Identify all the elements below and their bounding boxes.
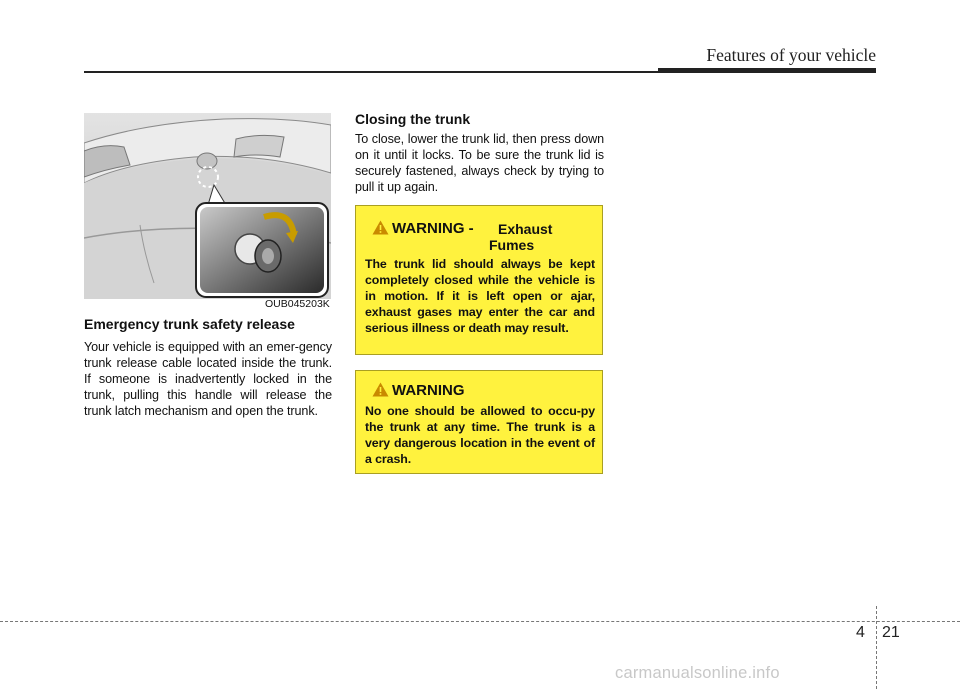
warning-triangle-icon bbox=[372, 382, 389, 397]
warning-title: WARNING - bbox=[392, 220, 474, 237]
footer-rule bbox=[0, 621, 960, 622]
header-rule bbox=[84, 71, 660, 73]
footer-divider bbox=[876, 606, 877, 689]
section-body-closing: To close, lower the trunk lid, then press down on it until it locks. To be sure the trunk lid is securely fastened, always check by trying to pull it up again. bbox=[355, 132, 604, 194]
warning-subtitle-line1: Exhaust bbox=[498, 221, 553, 237]
warning-triangle-icon bbox=[372, 220, 389, 235]
warning-box-occupant bbox=[355, 370, 603, 474]
figure-caption: OUB045203K bbox=[265, 298, 330, 310]
warning-title: WARNING bbox=[392, 382, 465, 399]
car-trunk-drawing bbox=[84, 113, 331, 299]
warning-box-exhaust bbox=[355, 205, 603, 355]
warning-text: The trunk lid should always be kept completely closed while the vehicle is in motion. If it is left open or ajar, exhaust gases may enter the car and serious illness or death may result. bbox=[365, 257, 595, 335]
watermark: carmanualsonline.info bbox=[615, 664, 780, 682]
page-number: 21 bbox=[882, 624, 900, 641]
chapter-number: 4 bbox=[856, 624, 865, 641]
warning-subtitle-line2: Fumes bbox=[489, 237, 535, 253]
section-heading-closing: Closing the trunk bbox=[355, 111, 471, 127]
section-heading-emergency: Emergency trunk safety release bbox=[84, 316, 295, 332]
header-rule-accent bbox=[658, 68, 876, 73]
trunk-release-illustration bbox=[84, 113, 331, 299]
header-title: Features of your vehicle bbox=[706, 45, 876, 65]
section-body-emergency: Your vehicle is equipped with an emer-gency trunk release cable located inside the trunk. If someone is inadvertently locked in the trunk, pulling this handle will release the trunk latch mechanism and open the trunk. bbox=[84, 340, 332, 418]
warning-text: No one should be allowed to occu-py the trunk at any time. The trunk is a very dangerous location in the event of a crash. bbox=[365, 404, 595, 466]
